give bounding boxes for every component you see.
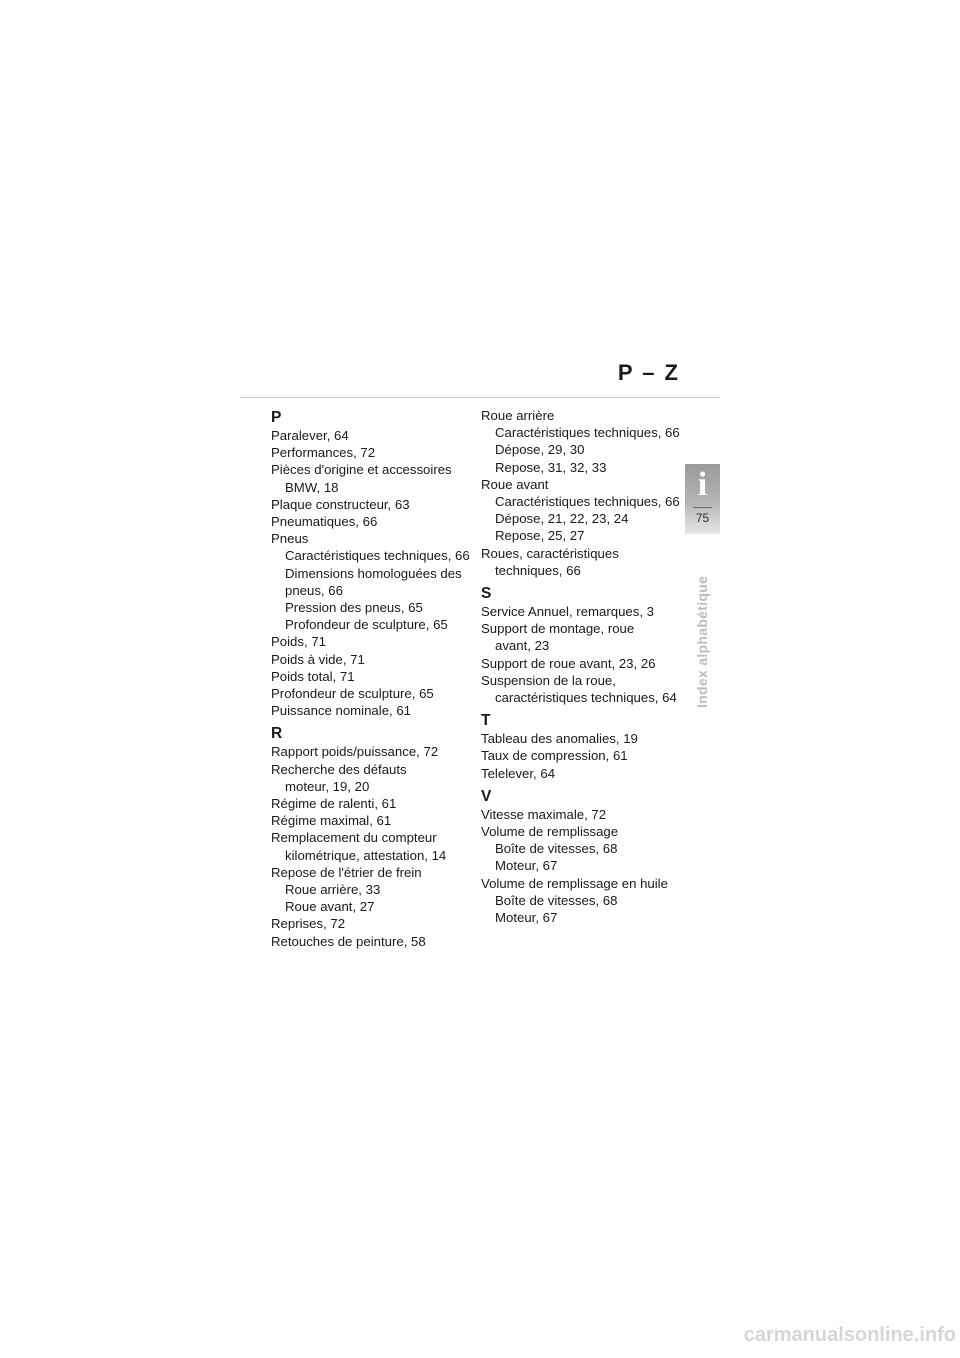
index-entry: Vitesse maximale, 72 [481, 806, 607, 822]
index-entry: Plaque constructeur, 63 [271, 496, 410, 512]
section-letter: P [271, 409, 282, 426]
index-section [481, 407, 689, 579]
chapter-tab [685, 464, 720, 534]
chapter-side-label: Index alphabétique [694, 575, 710, 708]
info-icon: i [697, 466, 708, 503]
section-letter: V [481, 787, 492, 805]
index-subentry: Dépose, 21, 22, 23, 24 [495, 511, 629, 527]
index-subentry: Boîte de vitesses, 68 [495, 892, 618, 908]
index-entry: Service Annuel, remarques, 3 [481, 604, 654, 620]
index-entry: Retouches de peinture, 58 [271, 933, 426, 949]
index-subentry: Profondeur de sculpture, 65 [285, 617, 448, 633]
index-subentry: Repose, 25, 27 [495, 528, 585, 544]
index-subentry: moteur, 19, 20 [285, 778, 370, 794]
index-subentry: Dépose, 29, 30 [495, 442, 585, 458]
index-section [481, 712, 689, 782]
index-entry: Support de roue avant, 23, 26 [481, 655, 656, 671]
index-entry: Régime maximal, 61 [271, 813, 392, 829]
page-heading: P – Z [617, 360, 680, 385]
index-section [271, 725, 479, 949]
index-entry: Rapport poids/puissance, 72 [271, 744, 439, 760]
index-entry: Pneus [271, 531, 309, 547]
index-subentry: Caractéristiques techniques, 66 [495, 494, 680, 510]
index-entry: Pneumatiques, 66 [271, 514, 378, 530]
index-section [271, 409, 479, 719]
index-subentry: Caractéristiques techniques, 66 [495, 425, 680, 441]
section-letter: S [481, 585, 492, 603]
index-entry: Pièces d'origine et accessoires [271, 462, 452, 478]
index-subentry: avant, 23 [495, 638, 550, 654]
index-subentry: Moteur, 67 [495, 858, 558, 874]
index-entry: Puissance nominale, 61 [271, 703, 412, 719]
index-entry: Paralever, 64 [271, 428, 349, 443]
index-entry: Roue arrière [481, 408, 555, 423]
index-subentry: Roue arrière, 33 [285, 882, 381, 898]
index-section [481, 788, 689, 926]
index-column-right [481, 407, 689, 932]
index-subentry: techniques, 66 [495, 562, 581, 578]
chapter-tab-divider [693, 507, 712, 508]
watermark: carmanualsonline.info [743, 1324, 956, 1346]
index-entry: Recherche des défauts [271, 761, 407, 777]
index-section [481, 585, 689, 706]
index-entry: Roue avant [481, 476, 549, 492]
index-entry: Reprises, 72 [271, 916, 346, 932]
index-entry: Performances, 72 [271, 445, 376, 461]
index-subentry: Roue avant, 27 [285, 899, 375, 915]
index-entry: Telelever, 64 [481, 765, 556, 781]
section-letter: T [481, 712, 491, 730]
index-entry: Profondeur de sculpture, 65 [271, 686, 434, 702]
index-entry: Support de montage, roue [481, 621, 635, 637]
index-entry: Volume de remplissage en huile [481, 875, 668, 891]
index-entry: Repose de l'étrier de frein [271, 864, 422, 880]
index-subentry: Repose, 31, 32, 33 [495, 459, 607, 475]
heading-divider [240, 397, 720, 398]
index-entry: Poids total, 71 [271, 668, 355, 684]
index-subentry: Dimensions homologuées des [285, 565, 462, 581]
index-subentry: pneus, 66 [285, 582, 343, 598]
index-entry: Volume de remplissage [481, 824, 619, 840]
index-entry: Poids, 71 [271, 634, 326, 650]
index-subentry: Pression des pneus, 65 [285, 600, 423, 616]
index-column-left [271, 407, 479, 956]
section-letter: R [271, 725, 283, 743]
index-entry: Poids à vide, 71 [271, 651, 365, 667]
index-subentry: kilométrique, attestation, 14 [285, 847, 447, 863]
index-subentry: Moteur, 67 [495, 910, 558, 926]
index-subentry: Caractéristiques techniques, 66 [285, 548, 470, 564]
index-subentry: caractéristiques techniques, 64 [495, 690, 677, 706]
index-entry: Suspension de la roue, [481, 672, 616, 688]
index-entry: Régime de ralenti, 61 [271, 796, 397, 812]
page-number: 75 [695, 511, 710, 525]
index-subentry: BMW, 18 [285, 479, 339, 495]
index-entry: Taux de compression, 61 [481, 748, 628, 764]
index-entry: Remplacement du compteur [271, 830, 437, 846]
index-entry: Roues, caractéristiques [481, 545, 619, 561]
index-entry: Tableau des anomalies, 19 [481, 731, 638, 747]
index-subentry: Boîte de vitesses, 68 [495, 841, 618, 857]
